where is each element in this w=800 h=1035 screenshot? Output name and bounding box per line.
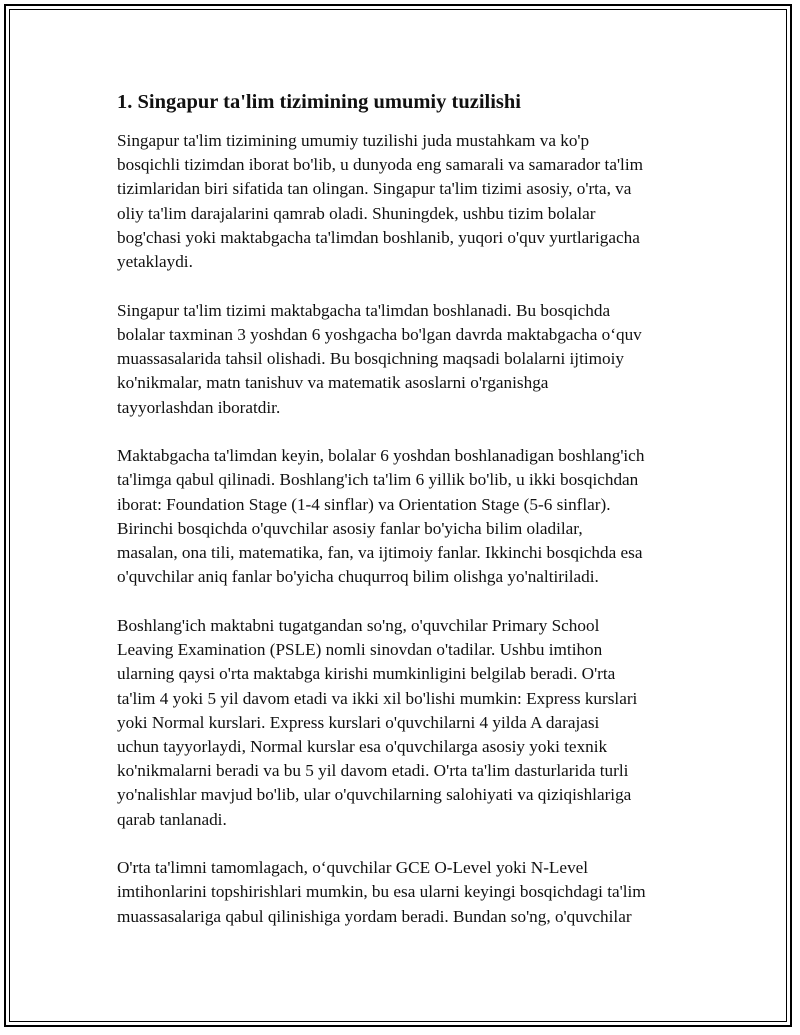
text-line: imtihonlarini topshirishlari mumkin, bu esa ularni keyingi bosqichdagi ta'lim <box>117 882 646 902</box>
text-line: oliy ta'lim darajalarini qamrab oladi. Shuningdek, ushbu tizim bolalar <box>117 203 596 223</box>
document-body <box>113 88 703 953</box>
text-line: Boshlang'ich maktabni tugatgandan so'ng, o'quvchilar Primary School <box>117 615 600 635</box>
text-line: tayyorlashdan iboratdir. <box>117 397 281 417</box>
text-line: ta'lim 4 yoki 5 yil davom etadi va ikki xil bo'lishi mumkin: Express kurslari <box>117 688 638 708</box>
paragraph <box>113 856 703 929</box>
text-line: ko'nikmalarni beradi va bu 5 yil davom etadi. O'rta ta'lim dasturlarida turli <box>117 761 629 781</box>
text-line: ta'limga qabul qilinadi. Boshlang'ich ta'lim 6 yillik bo'lib, u ikki bosqichdan <box>117 470 639 490</box>
paragraph <box>113 614 703 832</box>
text-line: Birinchi bosqichda o'quvchilar asosiy fanlar bo'yicha bilim oladilar, <box>117 518 583 538</box>
text-line: yoki Normal kurslari. Express kurslari o'quvchilarni 4 yilda A darajasi <box>117 712 600 732</box>
paragraph <box>113 444 703 589</box>
text-line: muassasalariga qabul qilinishiga yordam beradi. Bundan so'ng, o'quvchilar <box>117 906 632 926</box>
text-line: tizimlaridan biri sifatida tan olingan. Singapur ta'lim tizimi asosiy, o'rta, va <box>117 179 632 199</box>
text-line: Singapur ta'lim tizimi maktabgacha ta'limdan boshlanadi. Bu bosqichda <box>117 300 611 320</box>
paragraph <box>113 299 703 420</box>
text-line: qarab tanlanadi. <box>117 809 227 829</box>
text-line: ko'nikmalar, matn tanishuv va matematik asoslarni o'rganishga <box>117 373 549 393</box>
text-line: ularning qaysi o'rta maktabga kirishi mumkinligini belgilab beradi. O'rta <box>117 664 616 684</box>
text-line: Leaving Examination (PSLE) nomli sinovdan o'tadilar. Ushbu imtihon <box>117 640 603 660</box>
text-line: masalan, ona tili, matematika, fan, va ijtimoiy fanlar. Ikkinchi bosqichda esa <box>117 543 643 563</box>
paragraph-list <box>113 129 703 929</box>
text-line: bosqichli tizimdan iborat bo'lib, u dunyoda eng samarali va samarador ta'lim <box>117 155 643 175</box>
section-heading: 1. Singapur ta'lim tizimining umumiy tuzilishi <box>117 91 521 113</box>
text-line: iborat: Foundation Stage (1-4 sinflar) va Orientation Stage (5-6 sinflar). <box>117 494 611 514</box>
text-line: Singapur ta'lim tizimining umumiy tuzilishi juda mustahkam va ko'p <box>117 131 590 150</box>
text-line: muassasalarida tahsil olishadi. Bu bosqichning maqsadi bolalarni ijtimoiy <box>117 349 624 369</box>
paragraph <box>113 129 703 274</box>
text-line: bog'chasi yoki maktabgacha ta'limdan boshlanib, yuqori o'quv yurtlarigacha <box>117 227 640 247</box>
text-line: Maktabgacha ta'limdan keyin, bolalar 6 yoshdan boshlanadigan boshlang'ich <box>117 446 645 466</box>
text-line: yo'nalishlar mavjud bo'lib, ular o'quvchilarning salohiyati va qiziqishlariga <box>117 785 632 805</box>
text-line: bolalar taxminan 3 yoshdan 6 yoshgacha bo'lgan davrda maktabgacha o‘quv <box>117 324 642 344</box>
text-line: O'rta ta'limni tamomlagach, o‘quvchilar GCE O-Level yoki N-Level <box>117 858 589 878</box>
text-line: o'quvchilar aniq fanlar bo'yicha chuqurroq bilim olishga yo'naltiriladi. <box>117 567 599 587</box>
text-line: yetaklaydi. <box>117 252 193 272</box>
text-line: uchun tayyorlaydi, Normal kurslar esa o'quvchilarga asosiy yoki texnik <box>117 736 608 756</box>
